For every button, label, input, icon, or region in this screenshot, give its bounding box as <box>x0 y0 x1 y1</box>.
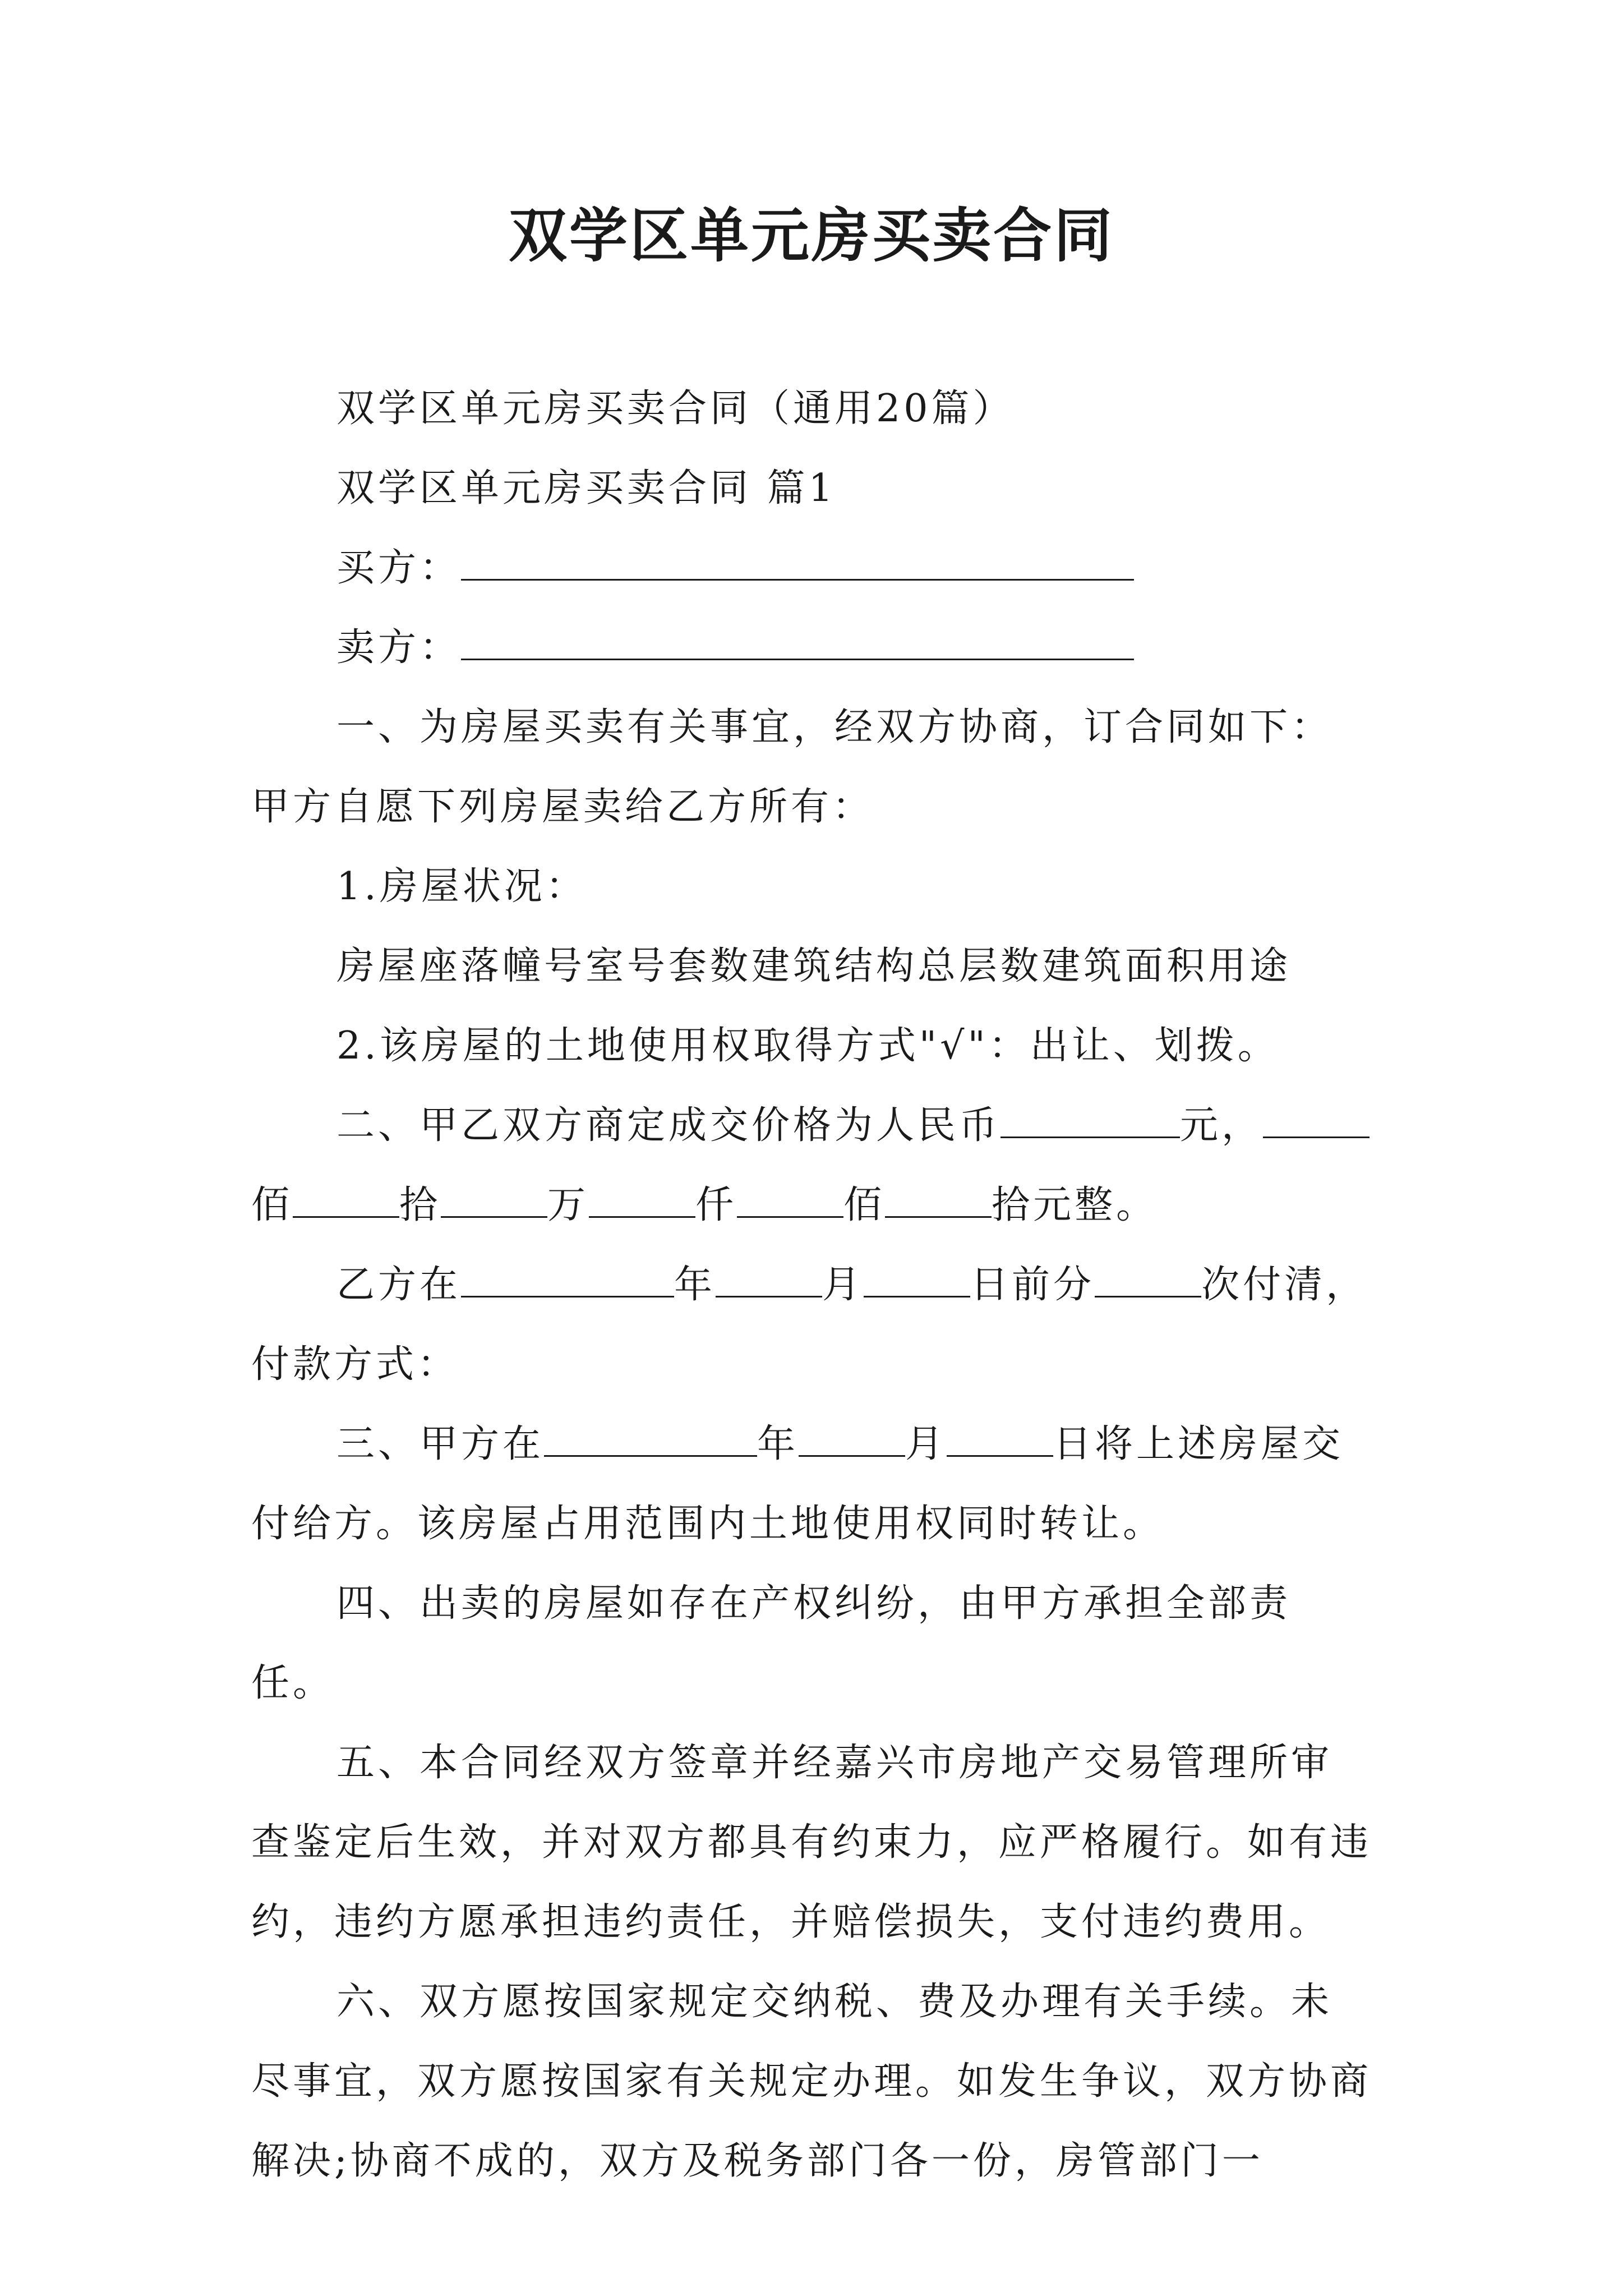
payment-prefix: 乙方在 <box>336 1263 462 1307</box>
delivery-prefix: 三、甲方在 <box>336 1422 545 1466</box>
delivery-month-label: 月 <box>905 1422 947 1466</box>
clause-3-delivery <box>251 1405 1373 1564</box>
clause-2-price <box>251 1086 1373 1245</box>
house-status-heading: 1.房屋状况： <box>336 864 587 909</box>
subtitle-paragraph: 双学区单元房买卖合同（通用20篇） <box>336 386 1015 431</box>
buyer-line <box>251 528 1373 608</box>
bai-label-1: 佰 <box>251 1183 293 1227</box>
delivery-year-blank <box>544 1423 757 1457</box>
payment-day-label: 日前分 <box>970 1263 1095 1307</box>
delivery-month-blank <box>799 1423 905 1457</box>
buyer-blank <box>461 546 1134 581</box>
section-heading: 双学区单元房买卖合同 篇1 <box>336 466 836 510</box>
blank-shi-2 <box>885 1184 992 1218</box>
payment-suffix: 次付清，付款方式： <box>251 1263 1368 1387</box>
clause-4: 四、出卖的房屋如存在产权纠纷，由甲方承担全部责任。 <box>251 1581 1292 1705</box>
bai-label-2: 佰 <box>843 1183 886 1227</box>
price-blank <box>1000 1104 1180 1138</box>
payment-month-label: 月 <box>822 1263 864 1307</box>
document-body <box>251 369 1373 2201</box>
yuan-label: 元， <box>1180 1103 1264 1148</box>
shi-label-1: 拾 <box>399 1183 441 1227</box>
shi-yuan-label: 拾元整。 <box>992 1183 1158 1227</box>
payment-line <box>251 1245 1373 1405</box>
clause-5: 五、本合同经双方签章并经嘉兴市房地产交易管理所审查鉴定后生效，并对双方都具有约束力，应严格履行。如有违约，违约方愿承担违约责任，并赔偿损失，支付违约费用。 <box>251 1741 1372 1944</box>
payment-times-blank <box>1095 1263 1201 1297</box>
seller-line <box>251 608 1373 688</box>
wan-label: 万 <box>547 1183 589 1227</box>
payment-year-label: 年 <box>674 1263 716 1307</box>
blank-wan <box>441 1184 547 1218</box>
payment-day-blank <box>864 1263 970 1297</box>
delivery-day-blank <box>947 1423 1053 1457</box>
price-text: 二、甲乙双方商定成交价格为人民币 <box>336 1103 1001 1148</box>
payment-month-blank <box>716 1263 822 1297</box>
hundred-million-blank <box>1263 1104 1370 1138</box>
blank-shi-1 <box>293 1184 399 1218</box>
payment-year-blank <box>461 1263 674 1297</box>
document-title: 双学区单元房买卖合同 <box>508 201 1114 270</box>
land-use-right-line: 2.该房屋的土地使用权取得方式"√"：出让、划拨。 <box>336 1024 1279 1068</box>
qian-label: 仟 <box>695 1183 737 1227</box>
blank-qian <box>589 1184 695 1218</box>
delivery-suffix: 日将上述房屋交付给方。该房屋占用范围内土地使用权同时转让。 <box>251 1422 1344 1546</box>
seller-label: 卖方： <box>336 625 462 670</box>
seller-blank <box>461 626 1134 660</box>
blank-bai-2 <box>737 1184 843 1218</box>
buyer-label: 买方： <box>336 546 462 590</box>
clause-6: 六、双方愿按国家规定交纳税、费及办理有关手续。未尽事宜，双方愿按国家有关规定办理。如发生争议，双方协商解决;协商不成的，双方及税务部门各一份，房管部门一 <box>251 1980 1372 2183</box>
delivery-year-label: 年 <box>757 1422 799 1466</box>
clause-1: 一、为房屋买卖有关事宜，经双方协商，订合同如下：甲方自愿下列房屋卖给乙方所有： <box>251 705 1333 829</box>
house-fields-line: 房屋座落幢号室号套数建筑结构总层数建筑面积用途 <box>336 944 1292 988</box>
